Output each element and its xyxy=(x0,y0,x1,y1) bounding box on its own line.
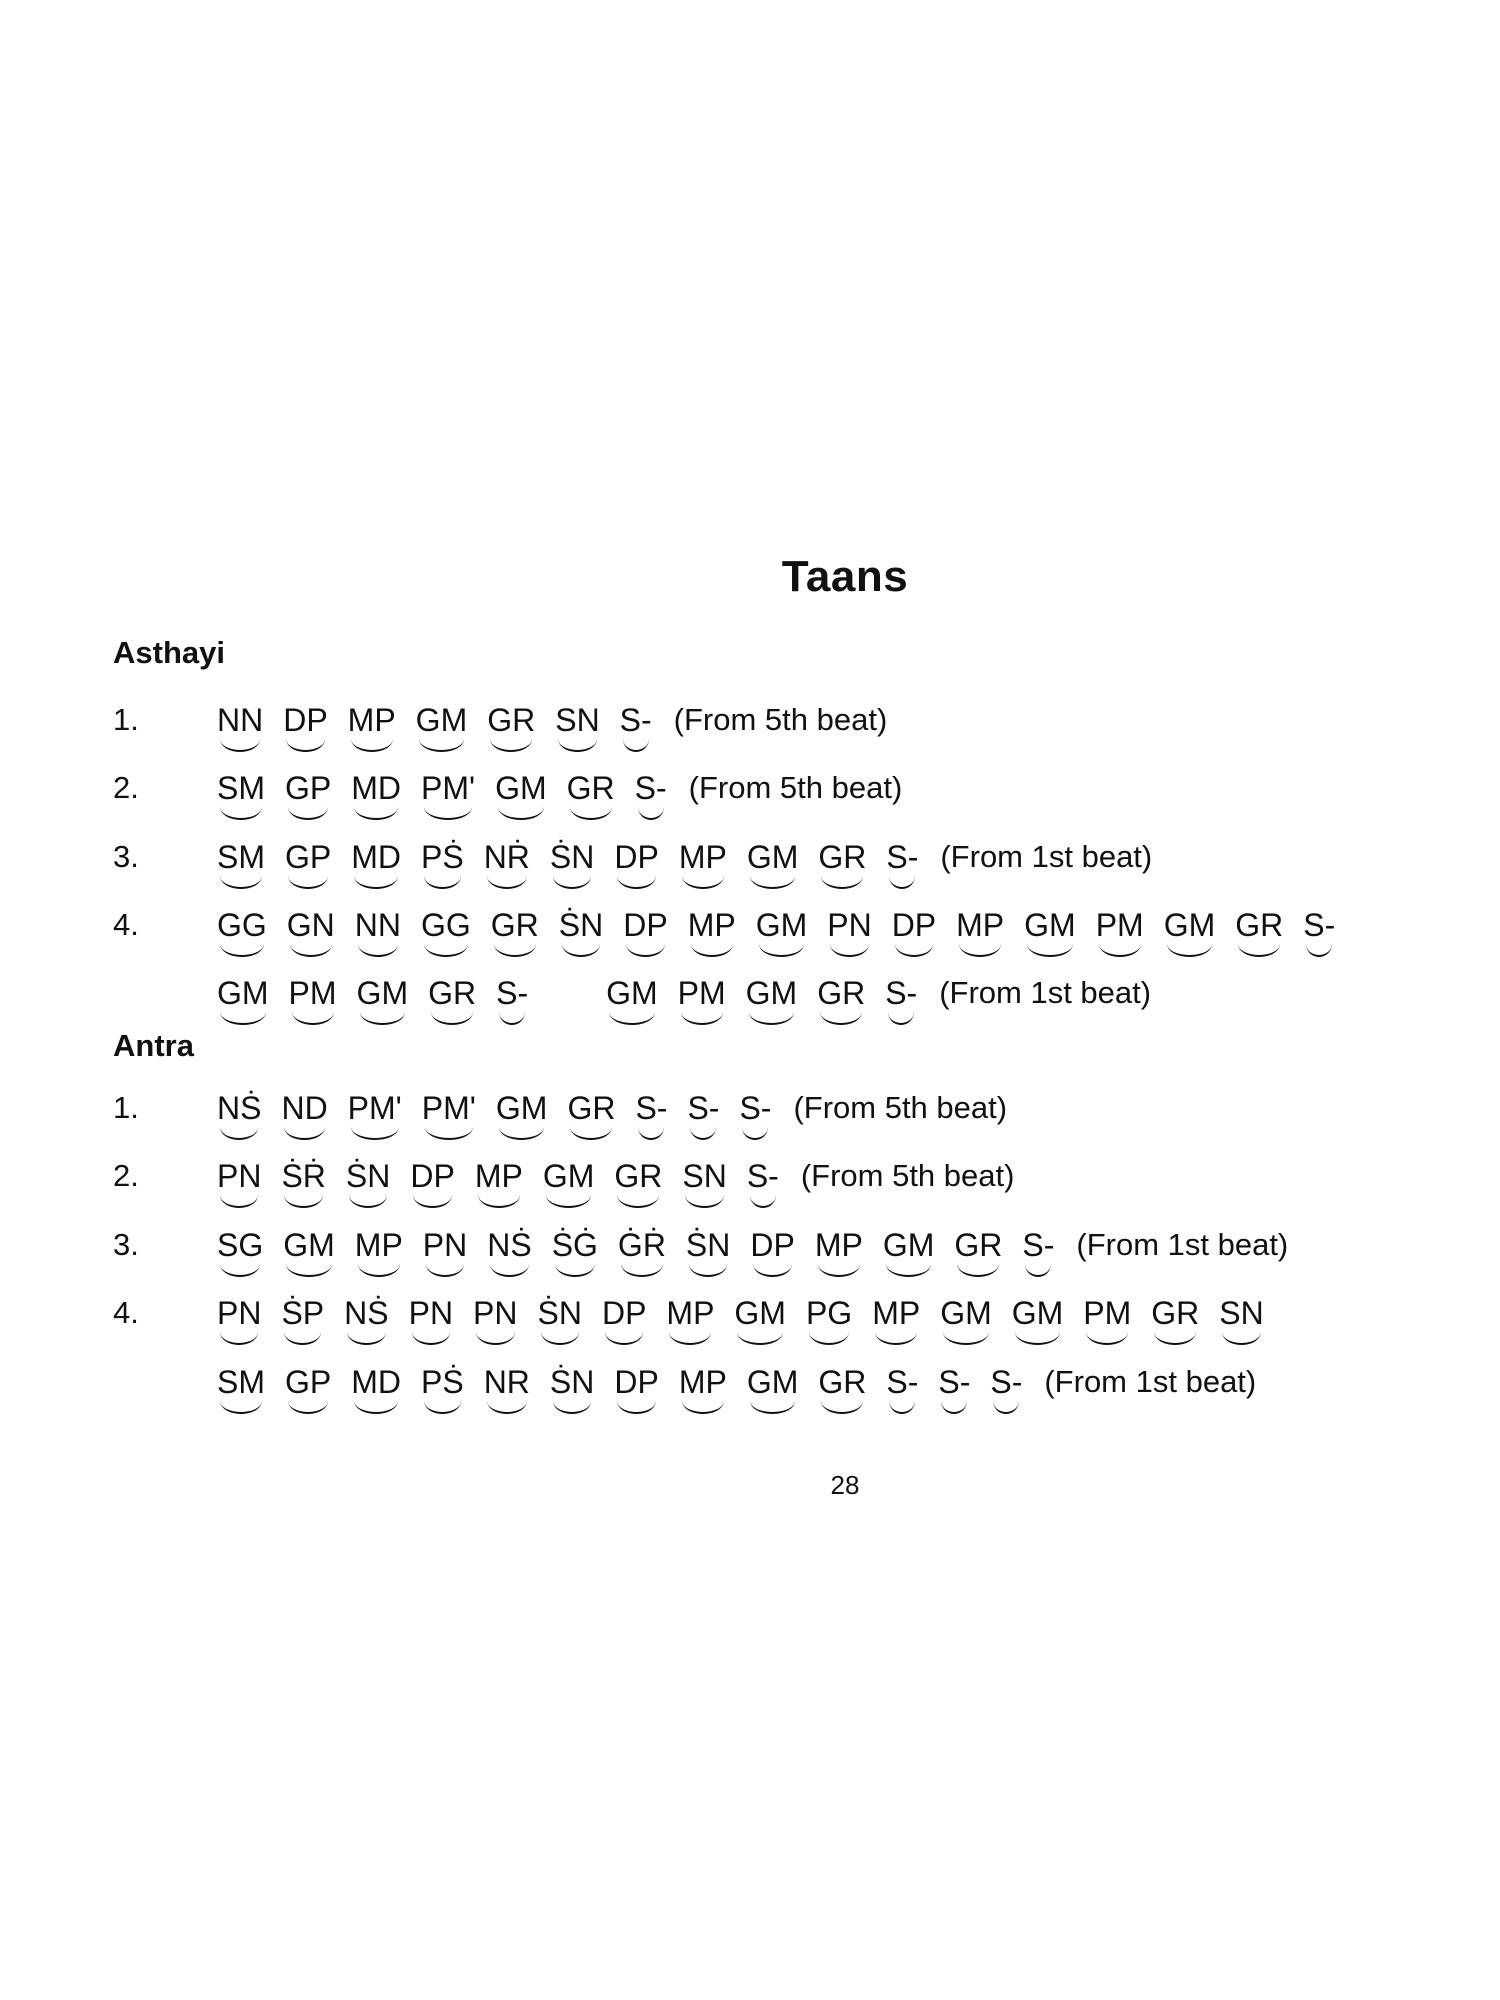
taan-row xyxy=(113,1088,1007,1144)
swara-phrase: ṠP xyxy=(281,1293,324,1345)
swara-phrase: ṠN xyxy=(550,1362,594,1414)
taan-row xyxy=(113,1156,1014,1212)
swara-phrase: PN xyxy=(217,1293,261,1345)
swara-phrase: S- xyxy=(739,1088,771,1140)
swara-phrase: GR xyxy=(954,1225,1002,1277)
taan-row xyxy=(113,837,1152,893)
swara-phrase: S- xyxy=(635,768,667,820)
swara-sequence xyxy=(217,1225,1288,1277)
swara-phrase: GR xyxy=(614,1156,662,1208)
swara-phrase: PN xyxy=(827,905,871,957)
swara-phrase: GM xyxy=(940,1293,992,1345)
swara-phrase: S- xyxy=(496,973,528,1025)
swara-phrase: GR xyxy=(491,905,539,957)
swara-phrase: ṠN xyxy=(559,905,603,957)
swara-phrase: GM xyxy=(747,1362,799,1414)
swara-phrase: NN xyxy=(217,700,263,752)
swara-phrase: MP xyxy=(872,1293,920,1345)
swara-phrase: GR xyxy=(567,768,615,820)
swara-phrase: MD xyxy=(351,1362,401,1414)
beat-note: (From 5th beat) xyxy=(800,1158,1015,1193)
swara-phrase: MP xyxy=(666,1293,714,1345)
taan-row-continuation xyxy=(113,973,1151,1029)
taan-row xyxy=(113,1225,1288,1281)
swara-phrase: S- xyxy=(687,1088,719,1140)
swara-phrase: PṠ xyxy=(421,1362,464,1414)
section-heading-antra: Antra xyxy=(113,1028,194,1063)
taan-number: 3. xyxy=(113,1227,139,1262)
swara-phrase: GR xyxy=(1235,905,1283,957)
swara-phrase: SN xyxy=(1219,1293,1263,1345)
swara-phrase: ṠN xyxy=(346,1156,390,1208)
swara-sequence xyxy=(217,700,887,752)
swara-phrase: GM xyxy=(1164,905,1216,957)
swara-phrase: DP xyxy=(614,837,658,889)
taan-number: 3. xyxy=(113,839,139,874)
swara-sequence xyxy=(217,1088,1007,1140)
swara-phrase: GR xyxy=(817,973,865,1025)
swara-phrase: SM xyxy=(217,768,265,820)
swara-phrase: GM xyxy=(756,905,808,957)
swara-phrase: ṠN xyxy=(538,1293,582,1345)
swara-sequence xyxy=(217,837,1152,889)
swara-phrase: PN xyxy=(409,1293,453,1345)
swara-phrase: SG xyxy=(217,1225,263,1277)
taan-row xyxy=(113,768,902,824)
swara-phrase: S- xyxy=(747,1156,779,1208)
swara-phrase: PM' xyxy=(422,1088,476,1140)
swara-phrase: GN xyxy=(287,905,335,957)
swara-sequence xyxy=(217,1293,1284,1345)
swara-phrase: SM xyxy=(217,837,265,889)
taan-number: 1. xyxy=(113,702,139,737)
swara-phrase: S- xyxy=(885,973,917,1025)
swara-phrase: MP xyxy=(348,700,396,752)
swara-phrase: GM xyxy=(357,973,409,1025)
swara-phrase: PN xyxy=(217,1156,261,1208)
taan-number: 1. xyxy=(113,1090,139,1125)
swara-phrase: GM xyxy=(746,973,798,1025)
swara-phrase: GM xyxy=(1024,905,1076,957)
swara-phrase: MD xyxy=(351,768,401,820)
beat-note: (From 1st beat) xyxy=(1076,1227,1289,1262)
swara-phrase: S- xyxy=(886,1362,918,1414)
swara-phrase: GM xyxy=(217,973,269,1025)
swara-phrase: GM xyxy=(283,1225,335,1277)
beat-note: (From 1st beat) xyxy=(939,975,1152,1010)
swara-phrase: DP xyxy=(614,1362,658,1414)
swara-phrase: NṠ xyxy=(217,1088,261,1140)
swara-phrase: GP xyxy=(285,1362,331,1414)
beat-note: (From 5th beat) xyxy=(688,770,903,805)
swara-phrase: S- xyxy=(938,1362,970,1414)
swara-phrase: NN xyxy=(355,905,401,957)
swara-phrase: NṠ xyxy=(344,1293,388,1345)
swara-phrase: SN xyxy=(682,1156,726,1208)
taan-number: 4. xyxy=(113,907,139,942)
taan-row-continuation xyxy=(113,1362,1256,1418)
beat-note: (From 5th beat) xyxy=(673,702,888,737)
swara-sequence xyxy=(217,768,902,820)
swara-phrase: GP xyxy=(285,837,331,889)
swara-phrase: MP xyxy=(475,1156,523,1208)
swara-phrase: DP xyxy=(750,1225,794,1277)
swara-phrase: ṠĠ xyxy=(552,1225,598,1277)
swara-phrase: GR xyxy=(818,837,866,889)
swara-phrase: GR xyxy=(818,1362,866,1414)
swara-phrase: GM xyxy=(496,1088,548,1140)
swara-phrase: PM xyxy=(1096,905,1144,957)
swara-phrase: SN xyxy=(555,700,599,752)
swara-phrase: S- xyxy=(620,700,652,752)
swara-phrase: MP xyxy=(679,1362,727,1414)
swara-phrase: GP xyxy=(285,768,331,820)
taan-row xyxy=(113,905,1355,961)
swara-phrase: PN xyxy=(473,1293,517,1345)
swara-phrase: PM xyxy=(678,973,726,1025)
swara-phrase: ṠN xyxy=(550,837,594,889)
swara-sequence xyxy=(217,973,1151,1025)
swara-phrase: PM xyxy=(289,973,337,1025)
swara-phrase: MD xyxy=(351,837,401,889)
swara-phrase: S- xyxy=(1022,1225,1054,1277)
swara-phrase: DP xyxy=(283,700,327,752)
swara-phrase: DP xyxy=(602,1293,646,1345)
swara-phrase: GM xyxy=(734,1293,786,1345)
taan-row xyxy=(113,700,887,756)
swara-phrase: ND xyxy=(281,1088,327,1140)
swara-phrase: MP xyxy=(688,905,736,957)
swara-phrase: PG xyxy=(806,1293,852,1345)
swara-phrase: S- xyxy=(635,1088,667,1140)
swara-phrase: GR xyxy=(428,973,476,1025)
swara-phrase: GG xyxy=(217,905,267,957)
taan-row xyxy=(113,1293,1284,1349)
swara-phrase: PN xyxy=(423,1225,467,1277)
swara-phrase: MP xyxy=(956,905,1004,957)
swara-phrase: PṠ xyxy=(421,837,464,889)
swara-phrase: GG xyxy=(421,905,471,957)
swara-phrase: GM xyxy=(883,1225,935,1277)
swara-phrase: MP xyxy=(679,837,727,889)
swara-phrase: NR xyxy=(484,1362,530,1414)
swara-phrase: S- xyxy=(990,1362,1022,1414)
swara-phrase: MP xyxy=(355,1225,403,1277)
swara-phrase: S- xyxy=(886,837,918,889)
beat-note: (From 1st beat) xyxy=(1044,1364,1257,1399)
swara-phrase: GM xyxy=(747,837,799,889)
swara-phrase: NṘ xyxy=(484,837,530,889)
beat-note: (From 5th beat) xyxy=(793,1090,1008,1125)
swara-phrase: S- xyxy=(1303,905,1335,957)
swara-phrase: GM xyxy=(495,768,547,820)
swara-sequence xyxy=(217,1156,1014,1208)
beat-note: (From 1st beat) xyxy=(940,839,1153,874)
swara-phrase: PM' xyxy=(348,1088,402,1140)
swara-phrase: GM xyxy=(416,700,468,752)
swara-sequence xyxy=(217,1362,1256,1414)
swara-phrase: GM xyxy=(543,1156,595,1208)
swara-phrase: ṠṘ xyxy=(281,1156,325,1208)
swara-phrase: ṠN xyxy=(686,1225,730,1277)
swara-phrase: SM xyxy=(217,1362,265,1414)
swara-phrase: MP xyxy=(815,1225,863,1277)
swara-phrase: PM xyxy=(1083,1293,1131,1345)
taan-number: 2. xyxy=(113,1158,139,1193)
taan-number: 4. xyxy=(113,1295,139,1330)
swara-sequence xyxy=(217,905,1355,957)
swara-phrase: DP xyxy=(623,905,667,957)
swara-phrase: GR xyxy=(567,1088,615,1140)
swara-phrase: PM' xyxy=(421,768,475,820)
swara-phrase: ĠṘ xyxy=(618,1225,666,1277)
swara-phrase: DP xyxy=(410,1156,454,1208)
swara-phrase: DP xyxy=(892,905,936,957)
swara-phrase: GM xyxy=(1012,1293,1064,1345)
taan-number: 2. xyxy=(113,770,139,805)
swara-phrase: NṠ xyxy=(487,1225,531,1277)
swara-phrase: GM xyxy=(606,973,658,1025)
swara-phrase: GR xyxy=(487,700,535,752)
section-heading-asthayi: Asthayi xyxy=(113,635,225,670)
page-title: Taans xyxy=(781,552,909,601)
swara-phrase: GR xyxy=(1151,1293,1199,1345)
page-number: 28 xyxy=(830,1470,860,1500)
